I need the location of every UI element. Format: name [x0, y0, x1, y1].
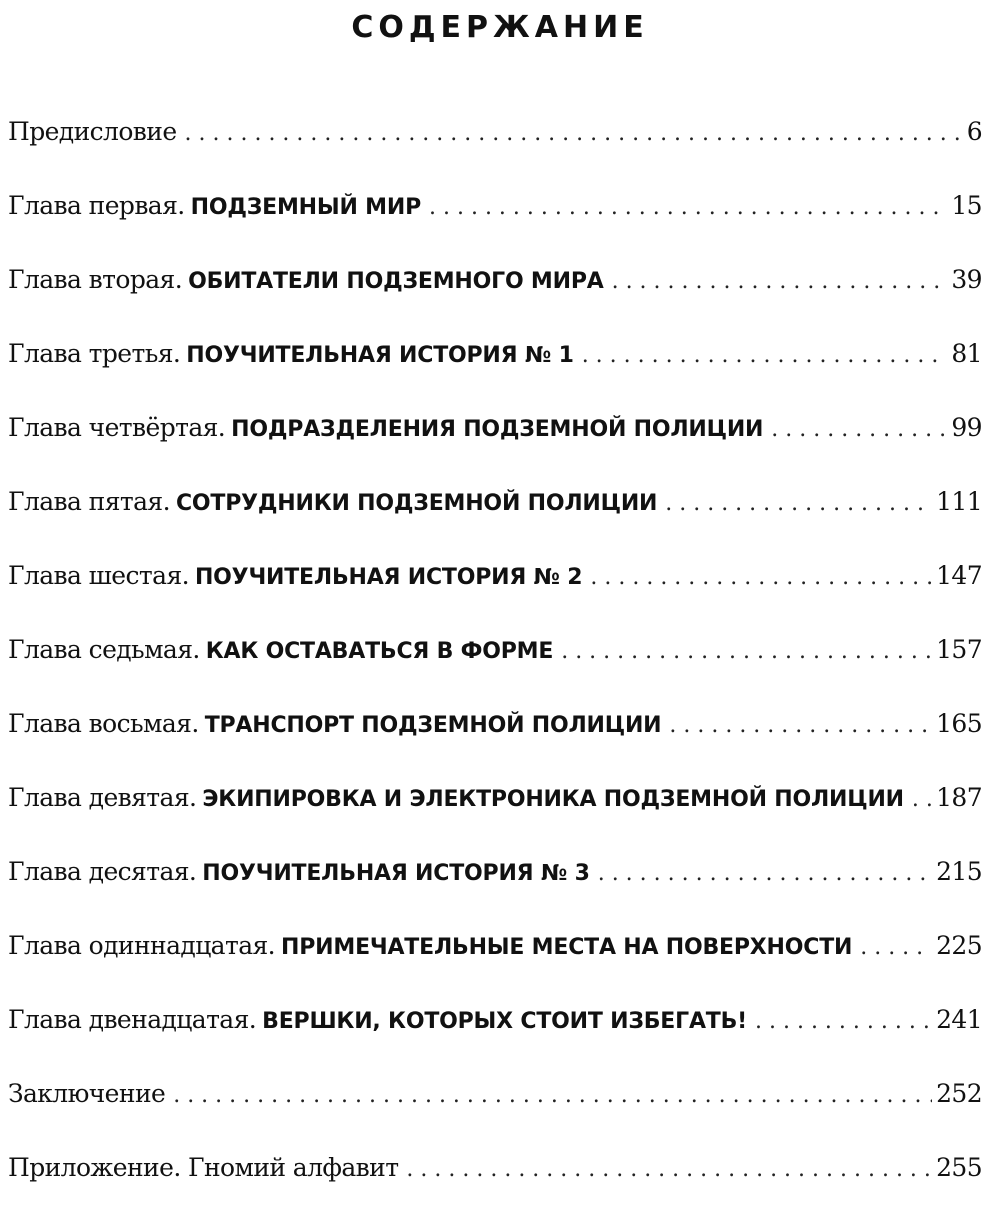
entry-title: СОТРУДНИКИ ПОДЗЕМНОЙ ПОЛИЦИИ	[175, 491, 658, 516]
toc-entry[interactable]	[8, 561, 982, 635]
entry-prefix: Глава одиннадцатая.	[8, 931, 276, 960]
entry-prefix: Предисловие	[8, 117, 177, 146]
entry-page-number: 15	[951, 191, 982, 220]
entry-page-number: 111	[936, 487, 982, 516]
leader-dots	[429, 195, 947, 220]
toc-entry[interactable]	[8, 783, 982, 857]
entry-prefix: Глава восьмая.	[8, 709, 199, 738]
entry-title: ЭКИПИРОВКА И ЭЛЕКТРОНИКА ПОДЗЕМНОЙ ПОЛИЦИИ	[202, 787, 904, 812]
toc-entry[interactable]	[8, 1005, 982, 1079]
leader-dots	[590, 565, 932, 590]
entry-page-number: 255	[936, 1153, 982, 1182]
toc-entry[interactable]	[8, 635, 982, 709]
entry-title: ПОДЗЕМНЫЙ МИР	[190, 195, 421, 220]
entry-prefix: Глава третья.	[8, 339, 181, 368]
entry-prefix: Глава шестая.	[8, 561, 189, 590]
entry-prefix: Глава двенадцатая.	[8, 1005, 257, 1034]
entry-page-number: 81	[951, 339, 982, 368]
entry-page-number: 225	[936, 931, 982, 960]
toc-entry[interactable]	[8, 1153, 982, 1227]
entry-prefix: Глава четвёртая.	[8, 413, 226, 442]
toc-entry[interactable]	[8, 487, 982, 561]
toc-entry[interactable]	[8, 117, 982, 191]
toc-entry[interactable]	[8, 191, 982, 265]
entry-page-number: 187	[936, 783, 982, 812]
entry-title: ВЕРШКИ, КОТОРЫХ СТОИТ ИЗБЕГАТЬ!	[262, 1009, 747, 1034]
leader-dots	[860, 935, 932, 960]
entry-page-number: 39	[951, 265, 982, 294]
entry-title: ПОУЧИТЕЛЬНАЯ ИСТОРИЯ № 1	[186, 343, 574, 368]
entry-prefix: Глава первая.	[8, 191, 185, 220]
entry-page-number: 6	[966, 117, 982, 146]
entry-page-number: 252	[936, 1079, 982, 1108]
toc-entry[interactable]	[8, 339, 982, 413]
toc-entry[interactable]	[8, 857, 982, 931]
entry-title: ПОДРАЗДЕЛЕНИЯ ПОДЗЕМНОЙ ПОЛИЦИИ	[231, 417, 764, 442]
leader-dots	[582, 343, 948, 368]
toc-entry[interactable]	[8, 265, 982, 339]
entry-page-number: 99	[951, 413, 982, 442]
entry-title: КАК ОСТАВАТЬСЯ В ФОРМЕ	[205, 639, 554, 664]
entry-page-number: 215	[936, 857, 982, 886]
entry-title: ОБИТАТЕЛИ ПОДЗЕМНОГО МИРА	[188, 269, 604, 294]
toc-heading: СОДЕРЖАНИЕ	[351, 10, 649, 45]
leader-dots	[665, 491, 932, 516]
entry-prefix: Глава вторая.	[8, 265, 183, 294]
entry-prefix: Глава пятая.	[8, 487, 170, 516]
entry-prefix: Приложение. Гномий алфавит	[8, 1153, 399, 1182]
leader-dots	[185, 121, 963, 146]
entry-prefix: Глава седьмая.	[8, 635, 200, 664]
entry-title: ПРИМЕЧАТЕЛЬНЫЕ МЕСТА НА ПОВЕРХНОСТИ	[281, 935, 853, 960]
toc-entry[interactable]	[8, 709, 982, 783]
leader-dots	[755, 1009, 932, 1034]
entry-page-number: 157	[936, 635, 982, 664]
leader-dots	[669, 713, 932, 738]
entry-page-number: 147	[936, 561, 982, 590]
entry-title: ТРАНСПОРТ ПОДЗЕМНОЙ ПОЛИЦИИ	[204, 713, 662, 738]
entry-prefix: Глава десятая.	[8, 857, 197, 886]
toc-list	[8, 117, 982, 1227]
toc-entry[interactable]	[8, 1079, 982, 1153]
leader-dots	[598, 861, 932, 886]
leader-dots	[173, 1083, 932, 1108]
entry-page-number: 165	[936, 709, 982, 738]
leader-dots	[561, 639, 932, 664]
toc-entry[interactable]	[8, 413, 982, 487]
entry-prefix: Заключение	[8, 1079, 166, 1108]
entry-page-number: 241	[936, 1005, 982, 1034]
entry-title: ПОУЧИТЕЛЬНАЯ ИСТОРИЯ № 3	[202, 861, 590, 886]
leader-dots	[612, 269, 948, 294]
leader-dots	[771, 417, 947, 442]
toc-entry[interactable]	[8, 931, 982, 1005]
leader-dots	[912, 787, 932, 812]
leader-dots	[406, 1157, 932, 1182]
entry-prefix: Глава девятая.	[8, 783, 197, 812]
entry-title: ПОУЧИТЕЛЬНАЯ ИСТОРИЯ № 2	[194, 565, 583, 590]
